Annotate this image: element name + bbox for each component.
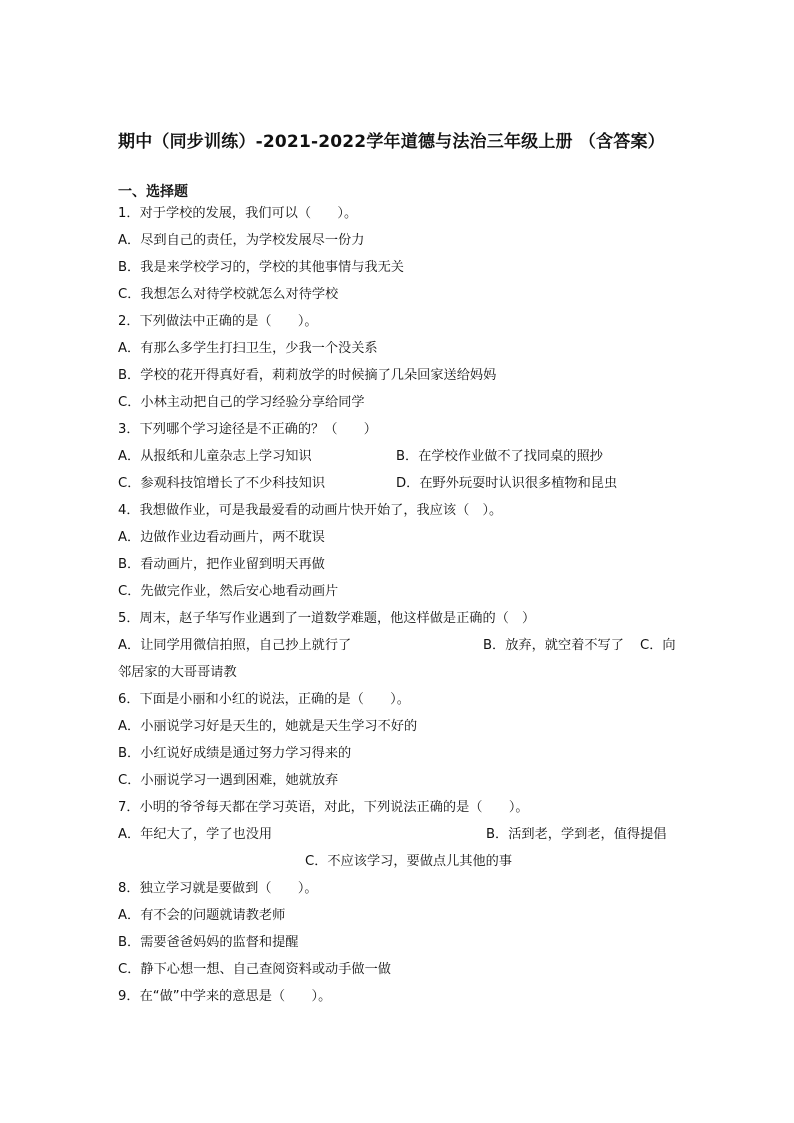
q1-stem: 1．对于学校的发展，我们可以（ ）。 (118, 206, 358, 221)
q4-stem: 4．我想做作业，可是我最爱看的动画片快开始了，我应该（ ）。 (118, 503, 503, 518)
q7-option-a: A．年纪大了，学了也没用 (118, 827, 273, 842)
q8-stem: 8．独立学习就是要做到（ ）。 (118, 881, 318, 896)
q6-option-c: C．小丽说学习一遇到困难，她就放弃 (118, 773, 339, 788)
q3-stem: 3．下列哪个学习途径是不正确的？（ ） (118, 422, 377, 437)
q1-option-c: C．我想怎么对待学校就怎么对待学校 (118, 287, 339, 302)
q1-option-a: A．尽到自己的责任，为学校发展尽一份力 (118, 233, 365, 248)
q8-option-a: A．有不会的问题就请教老师 (118, 908, 286, 923)
q1-option-b: B．我是来学校学习的，学校的其他事情与我无关 (118, 260, 404, 275)
q2-option-a: A．有那么多学生打扫卫生，少我一个没关系 (118, 341, 378, 356)
q2-stem: 2．下列做法中正确的是（ ）。 (118, 314, 318, 329)
q4-option-c: C．先做完作业，然后安心地看动画片 (118, 584, 339, 599)
q4-option-b: B．看动画片，把作业留到明天再做 (118, 557, 325, 572)
q7-option-b: B．活到老，学到老，值得提倡 (486, 827, 667, 842)
q8-option-b: B．需要爸爸妈妈的监督和提醒 (118, 935, 299, 950)
q3-option-b: B．在学校作业做不了找同桌的照抄 (396, 449, 603, 464)
q9-stem: 9．在“做”中学来的意思是（ ）。 (118, 989, 332, 1004)
q2-option-c: C．小林主动把自己的学习经验分享给同学 (118, 395, 365, 410)
q5-option-b: B．放弃，就空着不写了 (483, 638, 624, 653)
q5-option-c-continued: 邻居家的大哥哥请教 (118, 665, 237, 680)
q6-stem: 6．下面是小丽和小红的说法，正确的是（ ）。 (118, 692, 410, 707)
q7-option-c: C．不应该学习，要做点儿其他的事 (305, 854, 513, 869)
q6-option-b: B．小红说好成绩是通过努力学习得来的 (118, 746, 352, 761)
q3-option-a: A．从报纸和儿童杂志上学习知识 (118, 449, 312, 464)
page-title: 期中（同步训练）-2021-2022学年道德与法治三年级上册 （含答案） (118, 132, 665, 152)
q5-option-a: A．让同学用微信拍照，自己抄上就行了 (118, 638, 352, 653)
q8-option-c: C．静下心想一想、自己查阅资料或动手做一做 (118, 962, 391, 977)
q7-stem: 7．小明的爷爷每天都在学习英语，对此，下列说法正确的是（ ）。 (118, 800, 529, 815)
q3-option-d: D．在野外玩耍时认识很多植物和昆虫 (396, 476, 618, 491)
q5-option-c: C．向 (640, 638, 676, 653)
q3-option-c: C．参观科技馆增长了不少科技知识 (118, 476, 326, 491)
q6-option-a: A．小丽说学习好是天生的，她就是天生学习不好的 (118, 719, 418, 734)
q5-stem: 5．周末，赵子华写作业遇到了一道数学难题，他这样做是正确的（ ） (118, 611, 536, 626)
q4-option-a: A．边做作业边看动画片，两不耽误 (118, 530, 325, 545)
section-heading: 一、选择题 (118, 184, 188, 200)
q2-option-b: B．学校的花开得真好看，莉莉放学的时候摘了几朵回家送给妈妈 (118, 368, 497, 383)
